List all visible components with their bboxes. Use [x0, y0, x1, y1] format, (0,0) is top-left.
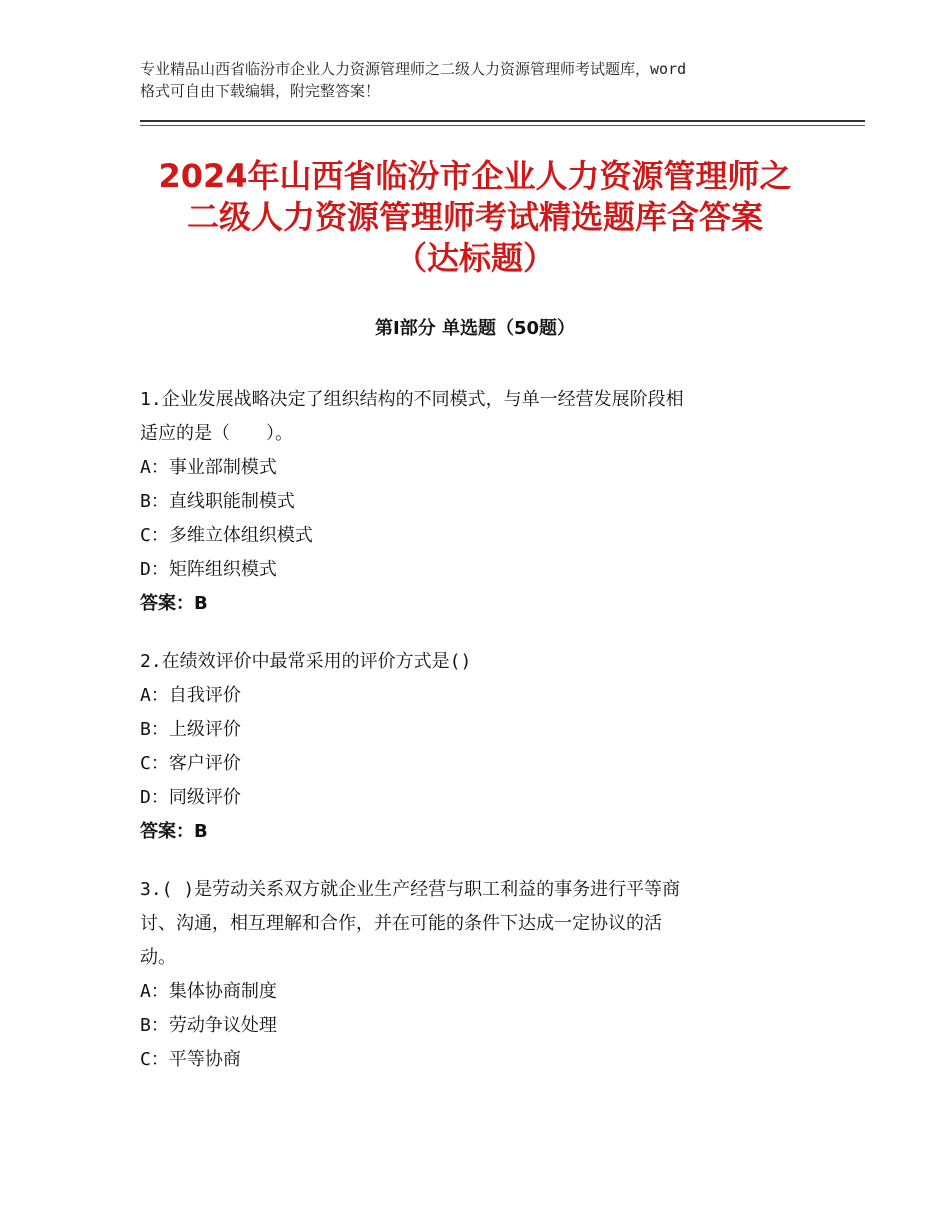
question-stem-line: 1.企业发展战略决定了组织结构的不同模式，与单一经营发展阶段相	[140, 389, 684, 410]
answer: 答案：B	[140, 593, 208, 614]
option-b: B：劳动争议处理	[140, 1015, 277, 1036]
title-line: 二级人力资源管理师考试精选题库含答案	[186, 198, 763, 236]
question-2	[140, 645, 830, 849]
title-line: （达标题）	[394, 239, 555, 277]
question-list	[140, 383, 830, 1101]
header-note-line: 专业精品山西省临汾市企业人力资源管理师之二级人力资源管理师考试题库，word	[140, 60, 687, 78]
option-b: B：直线职能制模式	[140, 491, 295, 512]
question-stem-line: 讨、沟通，相互理解和合作，并在可能的条件下达成一定协议的活	[140, 913, 662, 934]
option-c: C：平等协商	[140, 1049, 241, 1070]
answer: 答案：B	[140, 821, 208, 842]
option-d: D：同级评价	[140, 787, 241, 808]
option-a: A：事业部制模式	[140, 457, 277, 478]
option-a: A：集体协商制度	[140, 981, 277, 1002]
question-stem-line: 2.在绩效评价中最常采用的评价方式是()	[140, 651, 472, 672]
question-stem	[140, 873, 830, 975]
question-stem-line: 3.( )是劳动关系双方就企业生产经营与职工利益的事务进行平等商	[140, 879, 681, 900]
option-b: B：上级评价	[140, 719, 241, 740]
option-a: A：自我评价	[140, 685, 241, 706]
title-line: 2024年山西省临汾市企业人力资源管理师之	[158, 157, 792, 195]
option-d: D：矩阵组织模式	[140, 559, 277, 580]
question-stem-line: 动。	[140, 947, 176, 968]
question-stem	[140, 383, 830, 451]
question-stem	[140, 645, 830, 679]
header-divider	[140, 120, 865, 122]
header-note	[140, 58, 830, 102]
header-divider-thin	[140, 125, 865, 126]
question-stem-line: 适应的是（ ）。	[140, 423, 293, 444]
question-1	[140, 383, 830, 621]
header-note-line: 格式可自由下载编辑，附完整答案！	[140, 82, 381, 100]
section-title: 第Ⅰ部分 单选题（50题）	[374, 318, 575, 339]
option-c: C：客户评价	[140, 753, 241, 774]
option-c: C：多维立体组织模式	[140, 525, 313, 546]
document-title	[100, 156, 850, 279]
question-3	[140, 873, 830, 1077]
